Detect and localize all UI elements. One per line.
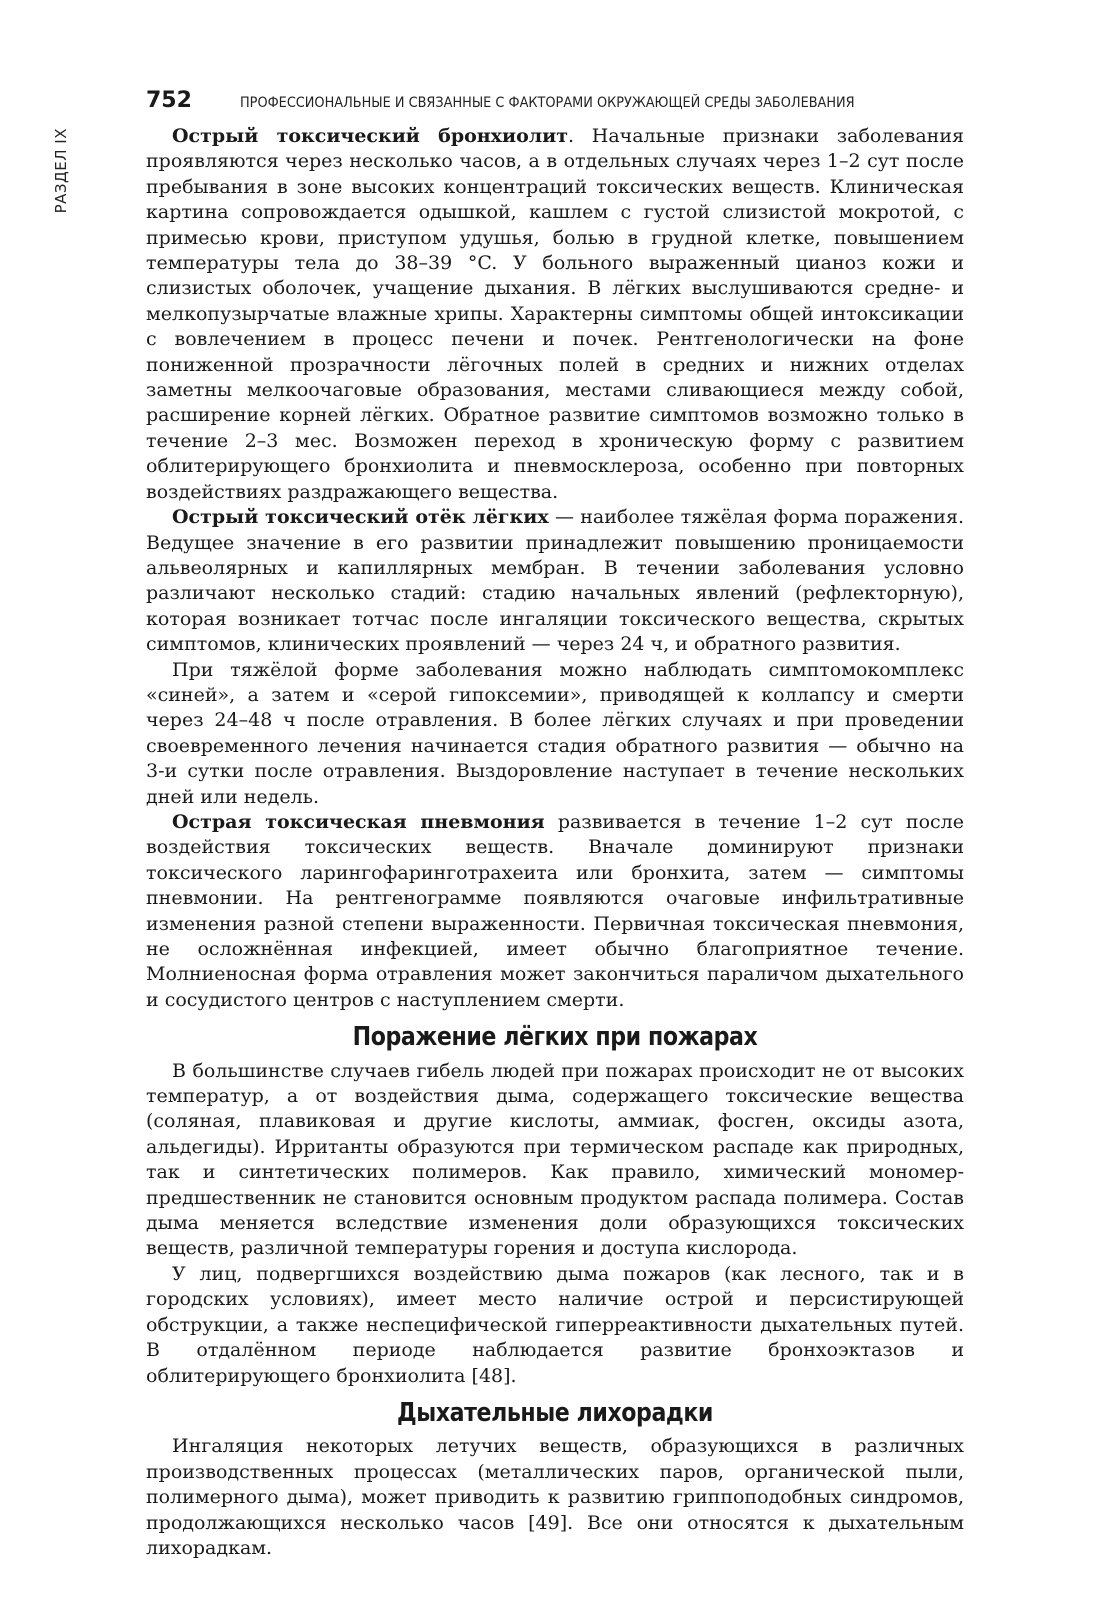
- paragraph-pneumonia: [146, 810, 964, 1013]
- paragraph-lung-edema: [146, 505, 964, 657]
- term-lung-edema: Острый токсический отёк лёгких: [172, 506, 549, 529]
- paragraph-text: развивается в течение 1–2 сут после воздействия токсических веществ. Вначале доминируют признаки токсического ларингофаринготрахеита или бронхита, затем — симптомы пневмонии. На рентгенограмме появляются очаговые инфильтративные изменения разной степени выраженности. Первичная токсическая пневмония, не осложнённая инфекцией, имеет обычно благоприятное течение. Молниеносная форма отравления может закончиться параличом дыхательного и сосудистого центров с наступлением смерти.: [146, 810, 964, 1011]
- page-body: [146, 124, 964, 1561]
- section-side-label: РАЗДЕЛ IX: [52, 128, 70, 214]
- paragraph-bronchiolitis: [146, 124, 964, 505]
- term-bronchiolitis: Острый токсический бронхиолит: [172, 125, 569, 147]
- paragraph-hypoxemia: При тяжёлой форме заболевания можно наблюдать симптомокомплекс «синей», а затем и «серой гипоксемии», приводящей к коллапсу и смерти через 24–48 ч после отравления. В более лёгких случаях и при проведении своевременного лечения начинается стадия обратного развития — обычно на 3-и сутки после отравления. Выздоровление наступает в течение нескольких дней или недель.: [146, 658, 964, 808]
- page-header: [146, 88, 966, 118]
- page-number: 752: [146, 88, 192, 113]
- section-heading-fires: Поражение лёгких при пожарах: [352, 1022, 758, 1053]
- paragraph-fires-1: В большинстве случаев гибель людей при пожарах происходит не от высоких температур, а от воздействия дыма, содержащего токсические вещества (соляная, плавиковая и другие кислоты, аммиак, фосген, оксиды азота, альдегиды). Ирританты образуются при термическом распаде как природных, так и синтетических полимеров. Как правило, химический мономер-предшественник не становится основным продуктом распада полимера. Состав дыма меняется вследствие изменения доли образующихся токсических веществ, различной температуры горения и доступа кислорода.: [146, 1059, 964, 1260]
- paragraph-text: — наиболее тяжёлая форма поражения. Ведущее значение в его развитии принадлежит повышению проницаемости альвеолярных и капиллярных мембран. В течении заболевания условно различают несколько стадий: стадию начальных явлений (рефлекторную), которая возникает тотчас после ингаляции токсического вещества, скрытых симптомов, клинических проявлений — через 24 ч, и обратного развития.: [146, 506, 964, 656]
- paragraph-text: . Начальные признаки заболевания проявляются через несколько часов, а в отдельных случаях через 1–2 сут после пребывания в зоне высоких концентраций токсических веществ. Клиническая картина сопровождается одышкой, кашлем с густой слизистой мокротой, с примесью крови, приступом удушья, болью в грудной клетке, повышением температуры тела до 38–39 °C. У больного выраженный цианоз кожи и слизистых оболочек, учащение дыхания. В лёгких выслушиваются средне- и мелкопузырчатые влажные хрипы. Характерны симптомы общей интоксикации с вовлечением в процесс печени и почек. Рентгенологически на фоне пониженной прозрачности лёгочных полей в средних и нижних отделах заметны мелкоочаговые образования, местами сливающиеся между собой, расширение корней лёгких. Обратное развитие симптомов возможно только в течение 2–3 мес. Возможен переход в хроническую форму с развитием облитерирующего бронхиолита и пневмосклероза, особенно при повторных воздействиях раздражающего вещества.: [146, 125, 964, 503]
- paragraph-fevers-1: Ингаляция некоторых летучих веществ, образующихся в различных производственных процессах (металлических паров, органической пыли, полимерного дыма), может приводить к развитию гриппоподобных синдромов, продолжающихся несколько часов [49]. Все они относятся к дыхательным лихорадкам.: [146, 1435, 964, 1559]
- section-heading-fevers: Дыхательные лихорадки: [397, 1397, 713, 1428]
- term-pneumonia: Острая токсическая пневмония: [172, 810, 545, 833]
- running-head: ПРОФЕССИОНАЛЬНЫЕ И СВЯЗАННЫЕ С ФАКТОРАМИ ОКРУЖАЮЩЕЙ СРЕДЫ ЗАБОЛЕВАНИЯ: [239, 95, 855, 111]
- paragraph-fires-2: У лиц, подвергшихся воздействию дыма пожаров (как лесного, так и в городских условиях), имеет место наличие острой и персистирующей обструкции, а также неспецифической гиперреактивности дыхательных путей. В отдалённом периоде наблюдается развитие бронхоэктазов и облитерирующего бронхиолита [48].: [146, 1262, 964, 1387]
